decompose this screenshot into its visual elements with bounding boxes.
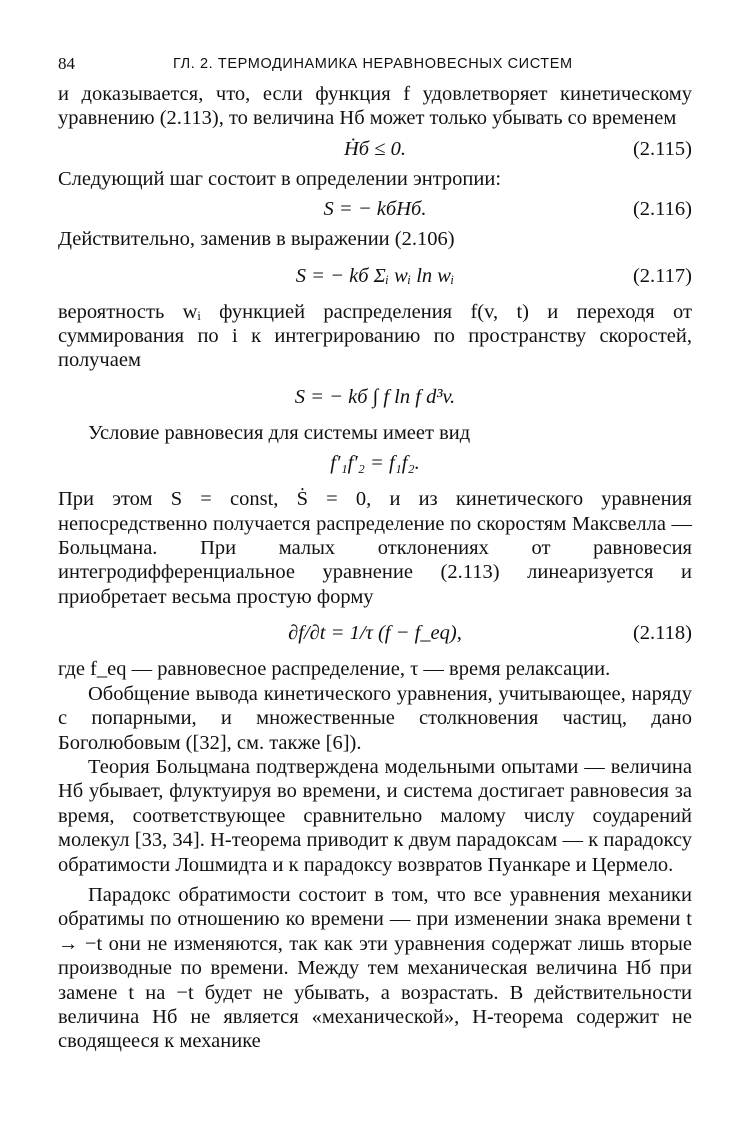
- equation-2-117: [58, 252, 692, 300]
- book-page: [58, 50, 692, 1054]
- paragraph-maxwell: При этом S = const, Ṡ = 0, и из кинетического уравнения непосредственно получается распределение по скоростям Максвелла — Больцмана. При малых отклонениях от равновесия интегродифференциальное уравнение (2.113) линеаризуется и приобретает весьма простую форму: [58, 488, 692, 608]
- paragraph-reversibility-paradox: Парадокс обратимости состоит в том, что все уравнения механики обратимы по отношению ко времени — при изменении знака времени t → −t они не изменяются, так как эти уравнения содержат лишь вторые производные по времени. Между тем механическая величина Hб при замене t на −t будет не убывать, а возрастать. В действительности величина Hб не является «механической», H-теорема содержит не сводящееся к механике: [58, 883, 692, 1053]
- equation-number: (2.116): [632, 198, 692, 221]
- equation-equilibrium: [58, 445, 692, 481]
- paragraph-bogolyubov: Обобщение вывода кинетического уравнения, учитывающее, наряду с попарными, и множественные столкновения частиц, дано Боголюбовым ([32], см. также [6]).: [58, 682, 692, 754]
- equation-2-115: [58, 131, 692, 167]
- equation-formula: ∂f/∂t = 1/τ (f − f_eq),: [288, 622, 462, 645]
- paragraph-replacement: Действительно, заменив в выражении (2.106): [58, 228, 455, 251]
- running-header: [58, 50, 692, 76]
- equation-formula: Ḣб ≤ 0.: [344, 137, 406, 160]
- running-title: ГЛ. 2. ТЕРМОДИНАМИКА НЕРАВНОВЕСНЫХ СИСТЕМ: [173, 56, 573, 72]
- equation-2-116: [58, 191, 692, 227]
- equation-number: (2.115): [632, 137, 692, 160]
- equation-formula: S = − kбHб.: [323, 198, 427, 221]
- paragraph-boltzmann-theory: Теория Больцмана подтверждена модельными опытами — величина Hб убывает, флуктуируя во времени, и система достигает равновесия за время, соответствующее сравнительно малому числу соударений молекул [33, 34]. H-теорема приводит к двум парадоксам — к парадоксу обратимости Лошмидта и к парадоксу возвратов Пуанкаре и Цермело.: [58, 755, 692, 876]
- paragraph-probability: вероятность wᵢ функцией распределения f(v, t) и переходя от суммирования по i к интегрированию по пространству скоростей, получаем: [58, 300, 692, 372]
- paragraph-feq: где f_eq — равновесное распределение, τ — время релаксации.: [58, 658, 611, 681]
- equation-2-118: [58, 609, 692, 657]
- equation-number: (2.118): [632, 622, 692, 645]
- page-number: 84: [58, 54, 75, 73]
- paragraph-entropy-step: Следующий шаг состоит в определении энтропии:: [58, 167, 502, 190]
- equation-formula: S = − kб ∫ f ln f d³v.: [294, 385, 456, 408]
- equation-formula: S = − kб Σᵢ wᵢ ln wᵢ: [295, 264, 455, 287]
- paragraph-h-decrease: и доказывается, что, если функция f удовлетворяет кинетическому уравнению (2.113), то величина Hб может только убывать со временем: [58, 83, 692, 130]
- paragraph-equilibrium: Условие равновесия для системы имеет вид: [88, 421, 471, 444]
- equation-number: (2.117): [632, 264, 692, 287]
- equation-formula: f′₁f′₂ = f₁f₂.: [330, 452, 420, 475]
- equation-entropy-integral: [58, 373, 692, 421]
